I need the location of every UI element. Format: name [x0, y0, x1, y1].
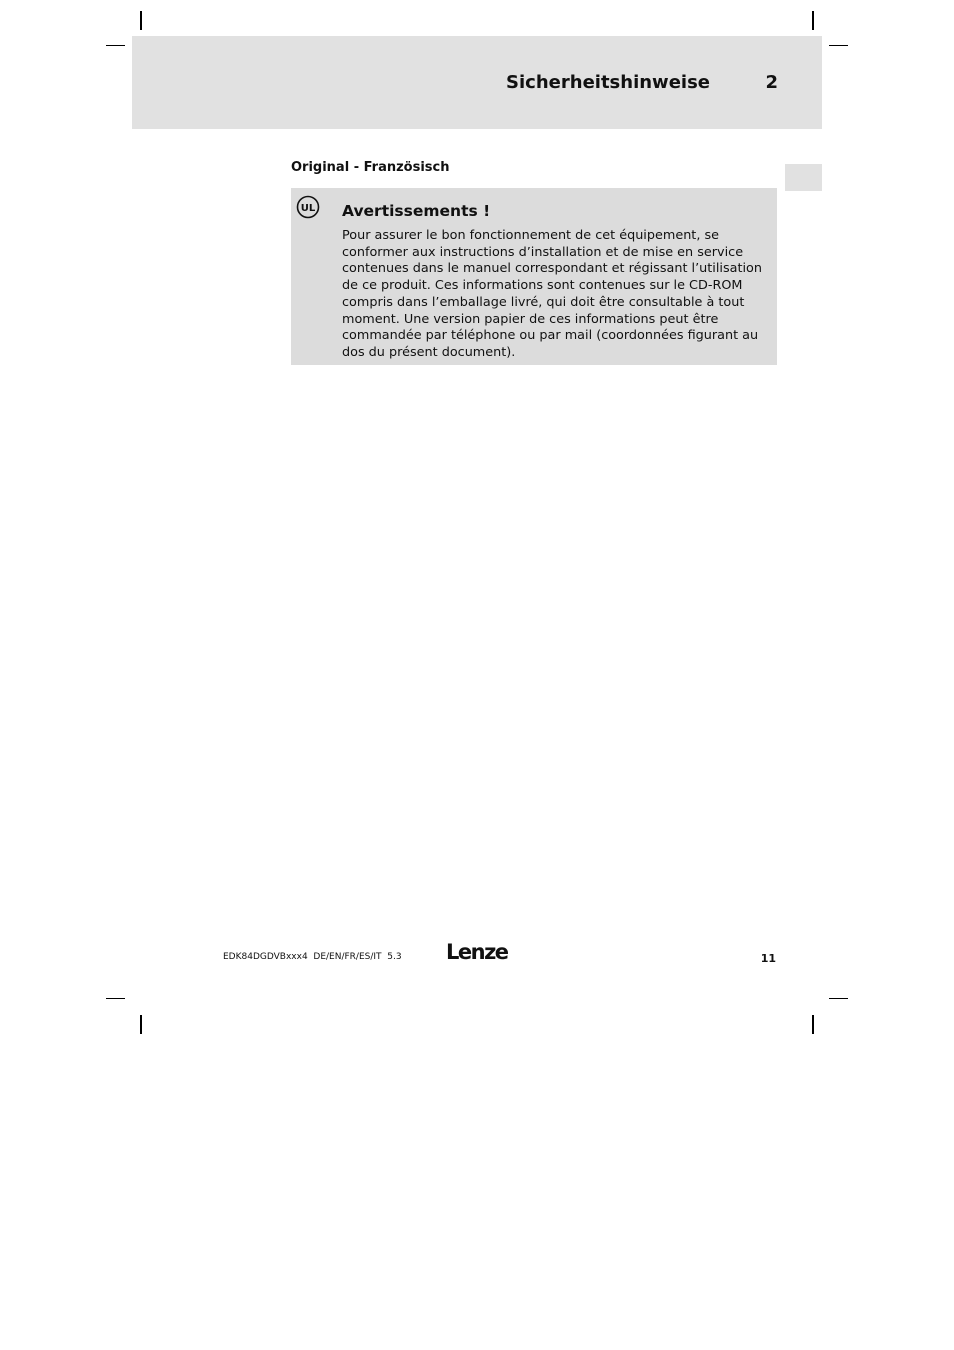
section-heading: Original - Französisch	[291, 160, 450, 175]
crop-mark	[140, 1015, 142, 1034]
ul-certification-icon	[296, 195, 320, 219]
lenze-logo: Lenze	[446, 940, 508, 964]
crop-mark	[140, 11, 142, 30]
notice-title: Avertissements !	[342, 202, 491, 220]
ul-icon-text: UL	[300, 203, 316, 214]
page-number: 11	[760, 952, 776, 965]
chapter-tab-marker	[785, 164, 822, 191]
crop-mark	[812, 1015, 814, 1034]
crop-mark	[829, 45, 848, 46]
crop-mark	[812, 11, 814, 30]
page-title: Sicherheitshinweise	[506, 72, 710, 93]
footer-document-id: EDK84DGDVBxxx4 DE/EN/FR/ES/IT 5.3	[223, 952, 402, 962]
notice-body: Pour assurer le bon fonctionnement de cet équipement, se conformer aux instructions d’installation et de mise en service contenues dans le manuel correspondant et régissant l’utilisation de ce produit. Ces informations sont contenues sur le CD-ROM compris dans l’emballage livré, qui doit être consultable à tout moment. Une version papier de ces informations peut être commandée par téléphone ou par mail (coordonnées figurant au dos du présent document).	[342, 228, 762, 360]
crop-mark	[106, 45, 125, 46]
crop-mark	[829, 998, 848, 999]
chapter-number: 2	[765, 72, 778, 93]
crop-mark	[106, 998, 125, 999]
